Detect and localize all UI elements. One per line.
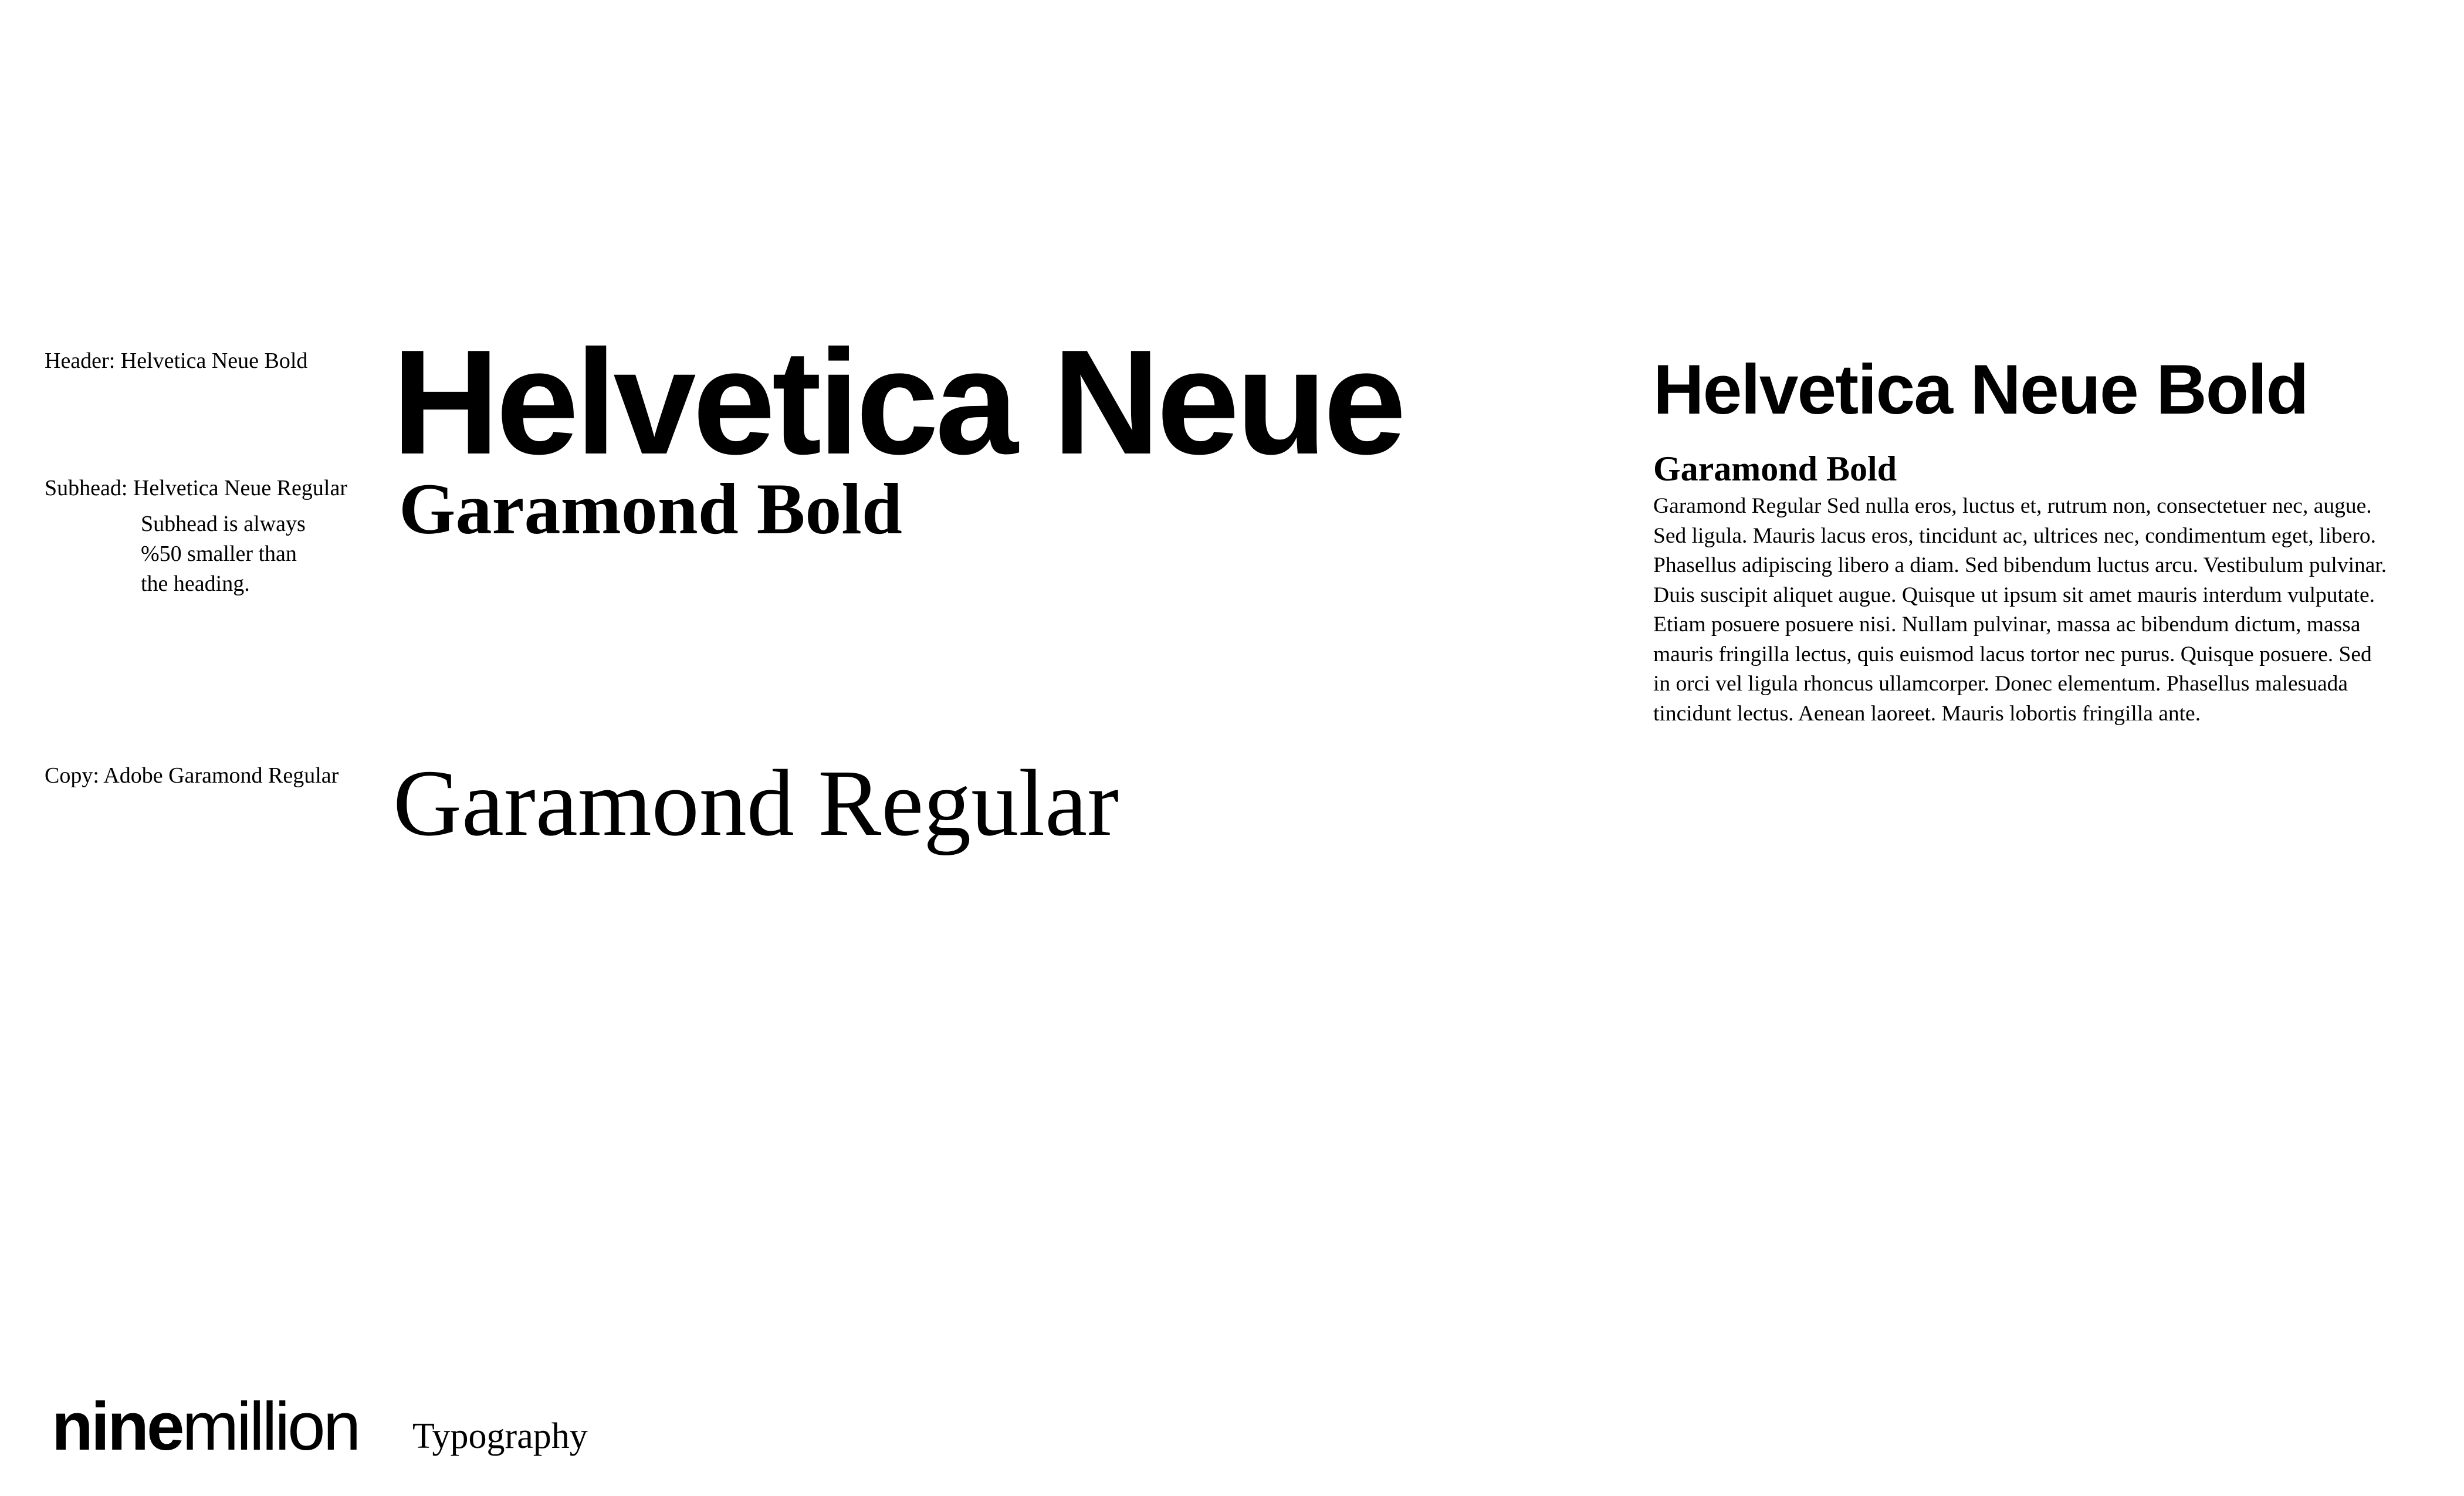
subhead-size-note [141, 509, 306, 599]
subhead-note-line-1: Subhead is always [141, 512, 306, 536]
header-font-label: Header: Helvetica Neue Bold [45, 348, 308, 373]
subhead-note-line-3: the heading. [141, 571, 250, 596]
copy-font-label: Copy: Adobe Garamond Regular [45, 763, 339, 788]
logo-light-part: million [182, 1388, 359, 1464]
heading-specimen: Helvetica Neue [392, 319, 1403, 485]
logo-bold-part: nine [52, 1388, 182, 1464]
sample-subhead: Garamond Bold [1653, 449, 1897, 488]
subhead-note-line-2: %50 smaller than [141, 541, 297, 566]
subhead-font-label: Subhead: Helvetica Neue Regular [45, 476, 347, 500]
subhead-specimen: Garamond Bold [399, 469, 902, 549]
copy-specimen: Garamond Regular [393, 751, 1119, 856]
sample-heading: Helvetica Neue Bold [1653, 350, 2308, 429]
sample-body-text: Garamond Regular Sed nulla eros, luctus et, rutrum non, consectetuer nec, augue. Sed ligula. Mauris lacus eros, tincidunt ac, ultrices nec, condimentum eget, libero. Phasellus adipiscing libero a diam. Sed bibendum luctus arcu. Vestibulum pulvinar. Duis suscipit aliquet augue. Quisque ut ipsum sit amet mauris interdum vulputate. Etiam posuere posuere nisi. Nullam pulvinar, massa ac bibendum dictum, massa mauris fringilla lectus, quis euismod lacus tortor nec purus. Quisque posuere. Sed in orci vel ligula rhoncus ullamcorper. Donec elementum. Phasellus malesuada tincidunt lectus. Aenean laoreet. Mauris lobortis fringilla ante. [1653, 494, 2387, 726]
page-caption: Typography [412, 1416, 588, 1456]
ninemillion-logo [52, 1388, 358, 1464]
